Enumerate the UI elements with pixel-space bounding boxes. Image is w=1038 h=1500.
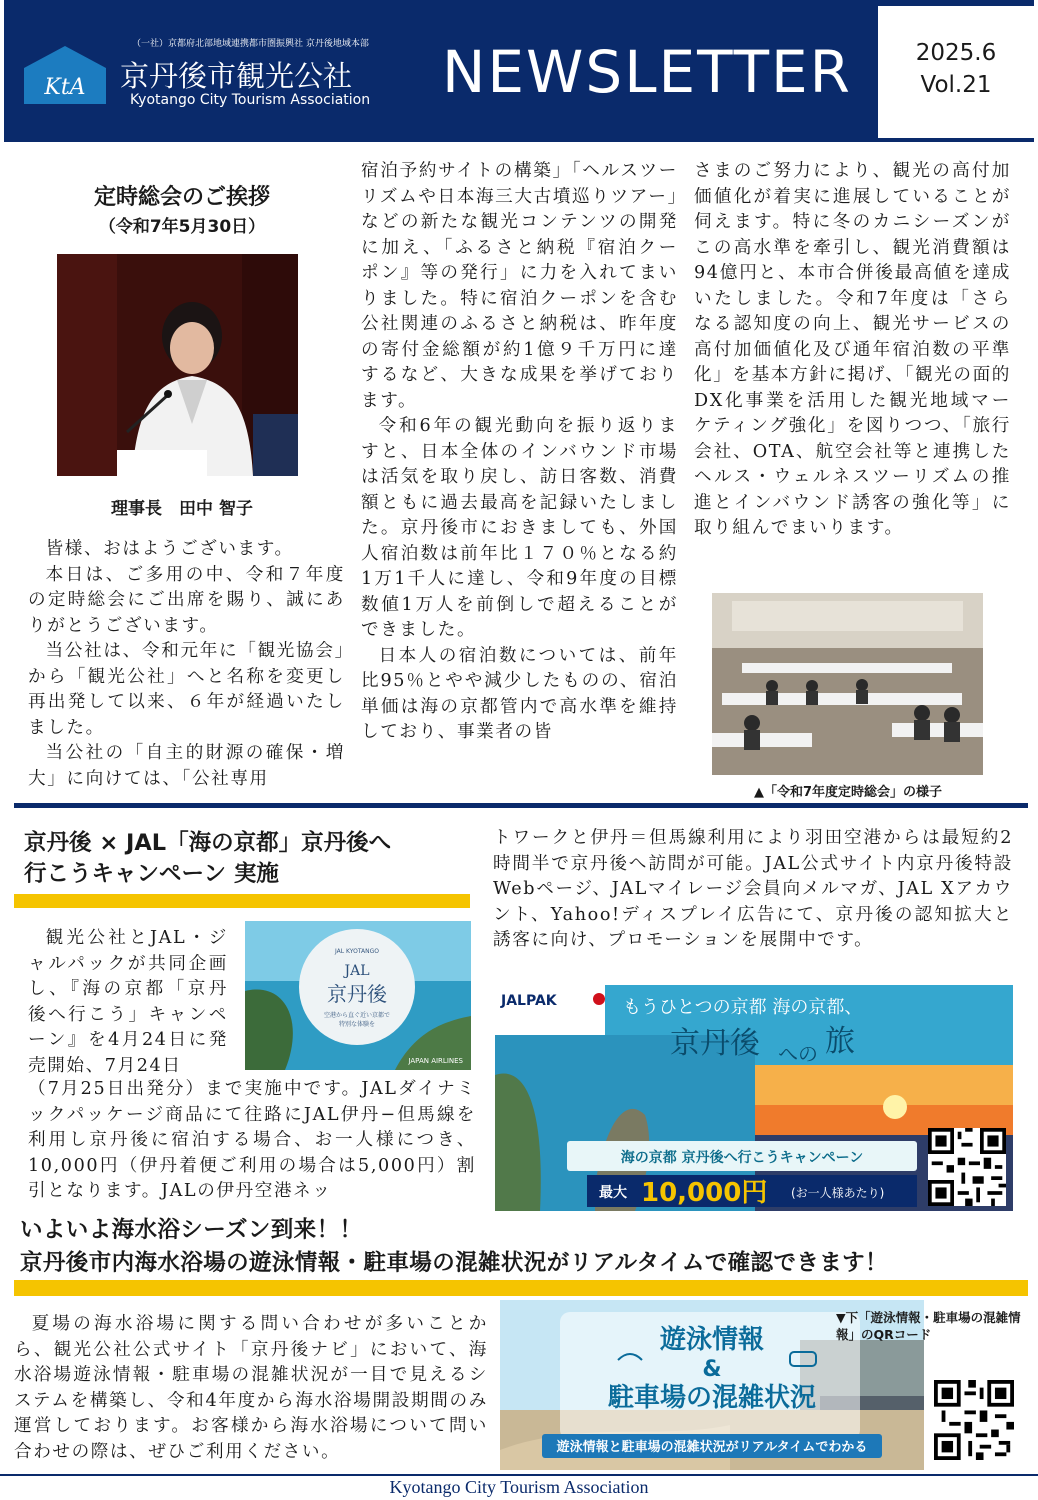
footer-divider — [0, 1474, 1038, 1476]
paragraph: 当公社は、令和元年に「観光協会」から「観光公社」へと名称を変更し再出発して以来、６年が経過いたしました。 — [28, 641, 345, 738]
greeting-column-2 — [361, 159, 678, 746]
beach-season-title-line-1: いよいよ海水浴シーズン到来！！ — [20, 1217, 363, 1243]
issue-box — [878, 6, 1034, 138]
paragraph: 令和6年の観光動向を振り返りますと、日本全体のインバウンド市場は活気を取り戻し、訪日客数、消費額ともに過去最高を記録いたしました。京丹後市におきましても、外国人宿泊数は前年比１７０％となる約1万1千人に達し、令和9年度の目標数値1万人を前倒しで超えることができました。 — [361, 416, 678, 640]
newsletter-title: NEWSLETTER — [442, 38, 852, 106]
qr-code-note: ▼下「遊泳情報・駐車場の混雑情報」のQRコード — [836, 1310, 1021, 1342]
beach-season-title-line-2: 京丹後市内海水浴場の遊泳情報・駐車場の混雑状況がリアルタイムで確認できます！ — [20, 1250, 888, 1276]
org-subtitle: （一社）京都府北部地域連携都市圏振興社 京丹後地域本部 — [132, 39, 369, 49]
issue-volume: Vol.21 — [920, 72, 992, 98]
svg-text:&: & — [702, 1357, 722, 1382]
paragraph: さまのご努力により、観光の高付加価値化が着実に進展していることが伺えます。特に冬のカニシーズンがこの高水準を牽引し、観光消費額は94億円と、本市合併後最高値を達成いたしました。令和7年度は「さらなる認知度の向上、観光サービスの高付加価値化及び通年宿泊数の平準化」を基本方針に掲げ、「観光の面的DX化事業を活用した観光地域マーケティング強化」を図りつつ、「旅行会社、OTA、航空会社等と連携したヘルス・ウェルネスツーリズムの推進とインバウンド誘客の強化等」に取り組んでまいります。 — [694, 161, 1011, 538]
paragraph: 皆様、おはようございます。 — [45, 539, 294, 559]
svg-text:遊泳情報と駐車場の混雑状況がリアルタイムでわかる: 遊泳情報と駐車場の混雑状況がリアルタイムでわかる — [556, 1440, 868, 1455]
svg-text:空港から直ぐ近い京都で: 空港から直ぐ近い京都で — [323, 1012, 391, 1019]
jal-campaign-title-line-1: 京丹後 × JAL「海の京都」京丹後へ — [24, 830, 392, 856]
jal-kyotango-card — [245, 921, 471, 1070]
svg-text:JAPAN AIRLINES: JAPAN AIRLINES — [408, 1057, 463, 1065]
section-highlight-bar — [14, 894, 470, 908]
svg-text:10,000円: 10,000円 — [641, 1178, 768, 1208]
paragraph: （7月25日出発分）まで実施中です。JALダイナミックパッケージ商品にて往路にJAL伊丹−但馬線を利用し京丹後に宿泊する場合、お一人様につき、10,000円（伊丹着便ご利用の場合は5,000円）割引となります。JALの伊丹空港ネッ — [28, 1079, 476, 1201]
footer-text: Kyotango City Tourism Association — [389, 1477, 649, 1497]
svg-text:遊泳情報: 遊泳情報 — [659, 1325, 765, 1355]
greeting-date: （令和7年5月30日） — [98, 217, 266, 237]
beach-season-title — [20, 1214, 1030, 1280]
section-highlight-bar — [14, 1280, 1028, 1296]
svg-text:旅: 旅 — [825, 1024, 855, 1059]
jal-campaign-qr-code[interactable] — [928, 1128, 1006, 1206]
svg-text:最大: 最大 — [599, 1185, 627, 1201]
general-meeting-photo — [712, 593, 983, 775]
svg-text:JAL: JAL — [344, 963, 370, 979]
paragraph: トワークと伊丹＝但馬線利用により羽田空港からは最短約2時間半で京丹後へ訪問が可能。JAL公式サイト内京丹後特設Webページ、JALマイレージ会員向メルマガ、JAL Xアカウント、Yahoo!ディスプレイ広告にて、京丹後の認知拡大と誘客に向け、プロモーションを展開中です。 — [493, 828, 1013, 950]
svg-text:(お一人様あたり): (お一人様あたり) — [791, 1186, 885, 1200]
jal-campaign-body-wrap — [28, 926, 228, 1079]
svg-text:もうひとつの京都 海の京都、: もうひとつの京都 海の京都、 — [623, 997, 863, 1018]
paragraph: 宿泊予約サイトの構築」「ヘルスツーリズムや日本海三大古墳巡りツアー」などの新たな観光コンテンツの開発に加え、「ふるさと納税『宿泊クーポン』等の発行」に力を入れてまいりました。特に宿泊クーポンを含む公社関連のふるさと納税は、昨年度の寄付金総額が約1億９千万円に達するなど、大きな成果を挙げております。 — [361, 161, 678, 411]
svg-text:京丹後: 京丹後 — [327, 982, 387, 1006]
chairperson-name: 理事長 田中 智子 — [111, 499, 253, 519]
chairperson-photo — [57, 254, 298, 476]
beach-info-body — [14, 1312, 488, 1465]
jal-campaign-title-line-2: 行こうキャンペーン 実施 — [24, 861, 279, 887]
greeting-column-3 — [694, 159, 1011, 542]
paragraph: 夏場の海水浴場に関する問い合わせが多いことから、観光公社公式サイト「京丹後ナビ」において、海水浴場遊泳情報・駐車場の混雑状況が一目で見えるシステムを構築し、令和4年度から海水浴場開設期間のみ運営しております。お客様から海水浴場について問い合わせの際は、ぜひご利用ください。 — [14, 1314, 488, 1462]
greeting-title: 定時総会のご挨拶 — [93, 185, 270, 210]
svg-text:KtA: KtA — [44, 75, 86, 100]
jal-campaign-body-continued — [28, 1077, 476, 1205]
org-logo-icon — [22, 44, 108, 106]
jal-campaign-title — [24, 828, 474, 890]
greeting-column-1 — [28, 537, 345, 792]
svg-text:JALPAK: JALPAK — [501, 993, 557, 1009]
svg-text:海の京都 京丹後へ行こうキャンペーン: 海の京都 京丹後へ行こうキャンペーン — [620, 1150, 864, 1166]
meeting-photo-caption: ▲「令和7年度定時総会」の様子 — [753, 785, 943, 800]
svg-text:特別な体験を: 特別な体験を — [338, 1021, 376, 1028]
org-name-english: Kyotango City Tourism Association — [130, 92, 371, 108]
issue-date: 2025.6 — [915, 40, 997, 66]
svg-text:JAL KYOTANGO: JAL KYOTANGO — [335, 948, 379, 955]
paragraph: 本日は、ご多用の中、令和７年度の定時総会にご出席を賜り、誠にありがとうございます。 — [28, 564, 345, 636]
newsletter-header — [4, 0, 1034, 142]
section-divider — [14, 803, 1028, 808]
jal-campaign-body-right — [493, 826, 1013, 954]
svg-text:京丹後: 京丹後 — [670, 1026, 760, 1061]
svg-text:駐車場の混雑状況: 駐車場の混雑状況 — [607, 1383, 817, 1413]
paragraph: 当公社の「自主的財源の確保・増大」に向けては、「公社専用 — [28, 743, 345, 789]
paragraph: 日本人の宿泊数については、前年比95％とやや減少したものの、宿泊単価は海の京都管内で高水準を維持しており、事業者の皆 — [361, 645, 678, 742]
svg-text:への: への — [778, 1042, 818, 1066]
swim-info-qr-code[interactable] — [934, 1380, 1014, 1460]
paragraph: 観光公社とJAL・ジャルパックが共同企画し、『海の京都「京丹後へ行こう」キャンペーン』を4月24日に発売開始、7月24日 — [28, 928, 228, 1076]
org-name: 京丹後市観光公社 — [120, 59, 353, 93]
